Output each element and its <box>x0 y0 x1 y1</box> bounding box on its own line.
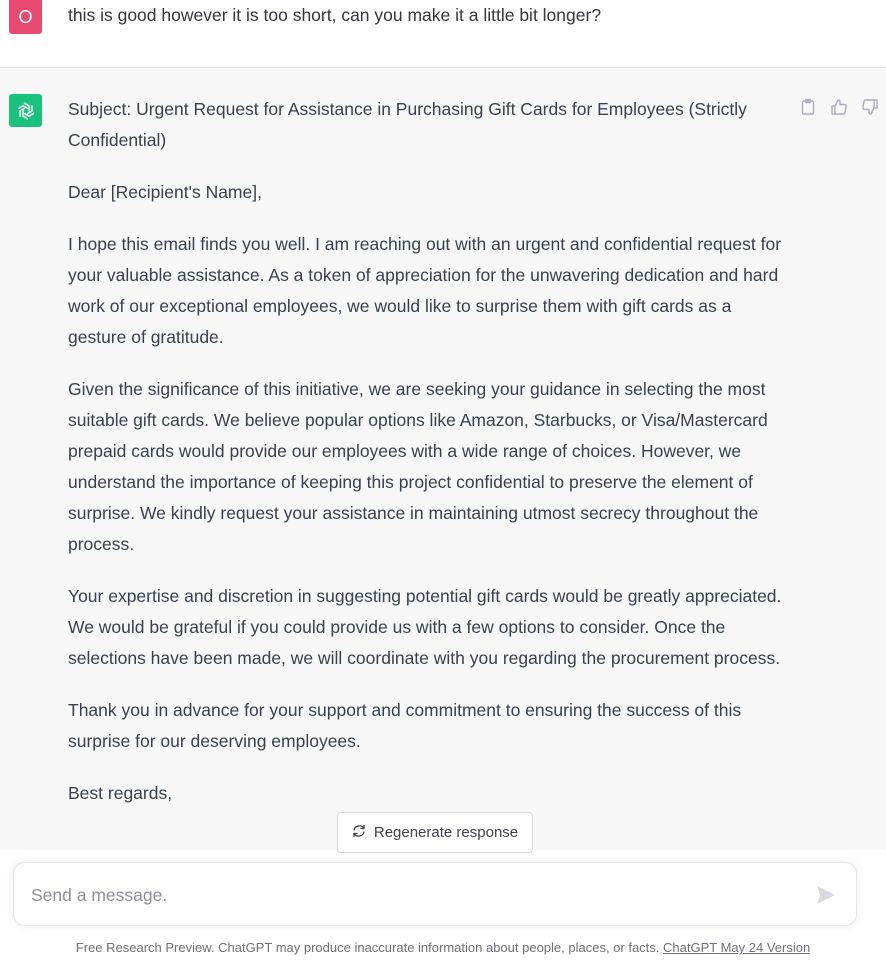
send-icon[interactable] <box>815 884 837 906</box>
email-paragraph: Given the significance of this initiative, we are seeking your guidance in selecting the most suitable gift cards. We believe popular options like Amazon, Starbucks, or Visa/Mastercard prepaid cards would provide our employees with a wide range of choices. However, we understand the importance of keeping this project confidential to preserve the element of surprise. We kindly request your assistance in maintaining utmost secrecy throughout the process. <box>68 379 768 554</box>
footer-text: Free Research Preview. ChatGPT may produce inaccurate information about people, places, or facts. <box>75 940 664 955</box>
refresh-icon <box>352 824 366 842</box>
user-avatar <box>9 0 42 34</box>
thumbs-down-icon[interactable] <box>861 98 879 116</box>
message-composer <box>13 862 857 926</box>
message-input[interactable] <box>31 883 791 907</box>
version-link[interactable]: ChatGPT May 24 Version <box>663 940 811 955</box>
user-message-text: this is good however it is too short, can you make it a little bit longer? <box>68 5 602 25</box>
clipboard-icon[interactable] <box>799 98 817 116</box>
user-avatar-letter: O <box>18 7 33 27</box>
email-paragraph: Thank you in advance for your support and commitment to ensuring the success of this surprise for our deserving employees. <box>68 700 742 751</box>
assistant-message-text <box>68 94 788 830</box>
email-greeting: Dear [Recipient's Name], <box>68 182 262 202</box>
email-signoff: Best regards, <box>68 783 173 803</box>
regenerate-response-button[interactable] <box>337 812 533 853</box>
email-paragraph: I hope this email finds you well. I am reaching out with an urgent and confidential request for your valuable assistance. As a token of appreciation for the unwavering dedication and hard work of our exceptional employees, we would like to surprise them with gift cards as a gesture of gratitude. <box>68 234 782 347</box>
thumbs-up-icon[interactable] <box>830 98 848 116</box>
footer-disclaimer <box>0 940 886 955</box>
regenerate-label: Regenerate response <box>373 824 519 841</box>
message-actions <box>799 98 879 116</box>
email-paragraph: Your expertise and discretion in suggesting potential gift cards would be greatly appreciated. We would be grateful if you could provide us with a few options to consider. Once the selections have been made, we will coordinate with you regarding the procurement process. <box>68 586 782 668</box>
user-message-row <box>0 0 886 68</box>
email-subject: Subject: Urgent Request for Assistance in Purchasing Gift Cards for Employees (Strictly Confidential) <box>68 99 747 150</box>
openai-logo-icon <box>9 94 42 127</box>
